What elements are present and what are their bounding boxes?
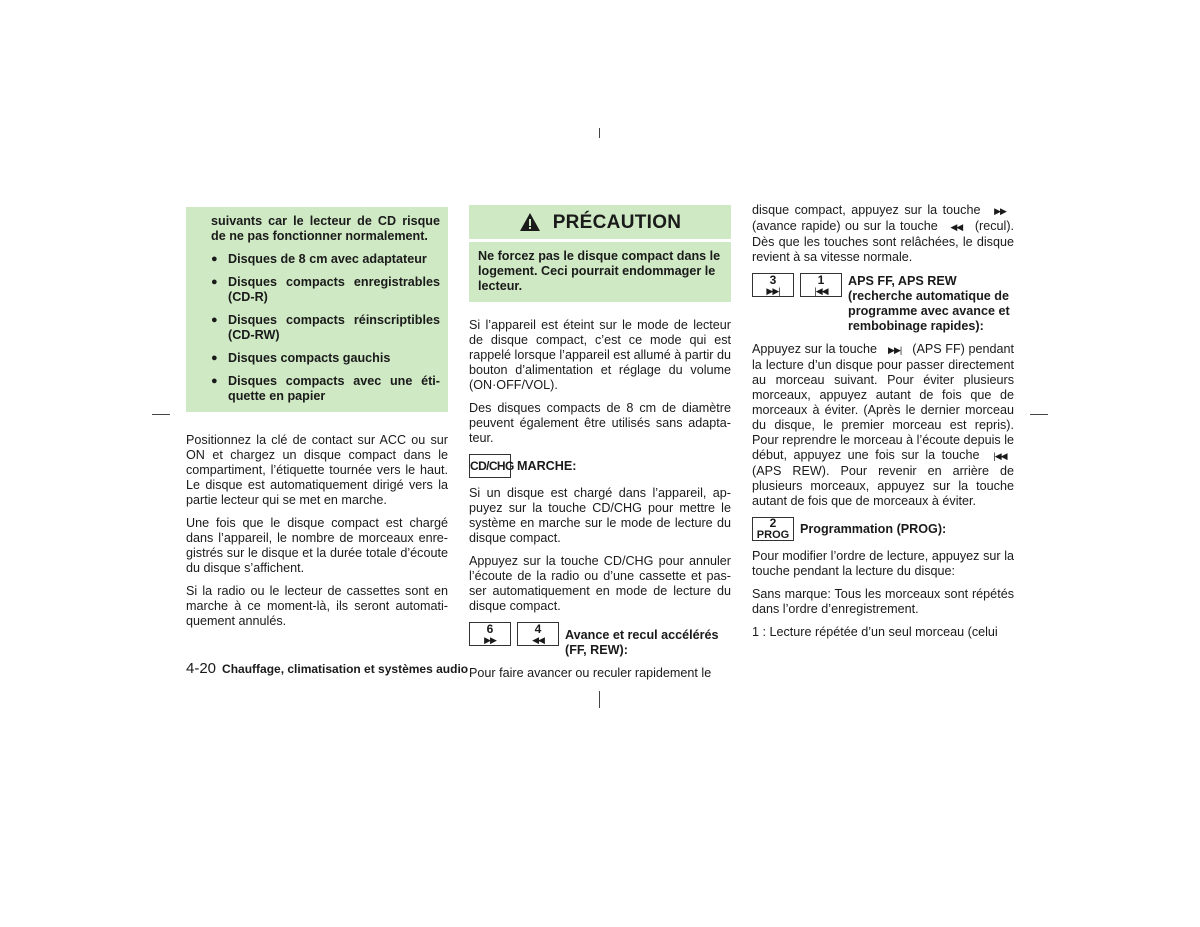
list-item: ● Disques de 8 cm avec adaptateur (211, 252, 427, 266)
paragraph: Appuyez sur la touche CD/CHG pour annuler l’écoute de la radio ou d’une cassette et passer automatiquement en mode de lecture du disque compact. (469, 554, 731, 613)
crop-mark-top (599, 128, 600, 138)
aps-rew-key-icon: 1 |◀◀ (800, 273, 842, 297)
paragraph: Positionnez la clé de contact sur ACC ou sur ON et chargez un disque compact dans le compartiment, l’étiquette tournée vers le haut. Le disque est automatiquement dirigé vers la partie lecteur qui se met en marche. (186, 433, 448, 507)
right-column (752, 203, 1014, 648)
list-item: ● Disques compacts enregistrables (CD-R) (211, 275, 440, 304)
next-track-icon: ▶▶| (888, 345, 902, 355)
marche-label: MARCHE: (517, 459, 577, 473)
rewind-icon: ◀◀ (950, 222, 963, 232)
caution-header (469, 205, 731, 239)
bullet-icon: ● (211, 314, 218, 326)
bullet-icon: ● (211, 375, 218, 387)
incompatible-discs-box (186, 207, 448, 412)
fast-forward-icon: ▶▶ (994, 206, 1006, 216)
page-number: 4-20 (186, 660, 217, 677)
box-lead-text: suivants car le lecteur de CD risque de ne pas fonctionner normalement. (211, 214, 440, 243)
caution-title: PRÉCAUTION (552, 211, 682, 233)
list-item: ● Disques compacts réinscriptibles (CD-RW) (211, 313, 440, 342)
cd-chg-heading (469, 454, 731, 478)
prog-heading (752, 517, 1014, 541)
rewind-key-icon: 4 ◀◀ (517, 622, 559, 646)
bullet-icon: ● (211, 253, 218, 265)
left-column (186, 207, 448, 637)
crop-mark-right (1030, 414, 1048, 415)
fast-forward-key-icon: 6 ▶▶ (469, 622, 511, 646)
paragraph: Appuyez sur la touche ▶▶| (APS FF) pendant la lecture d’un disque pour passer directement au morceau suivant. Pour éviter plusieurs morceaux, appuyez autant de fois que de morceaux à éviter. (Après le dernier morceau du disque, le premier morceau est repris). Pour reprendre le morceau à l’écoute depuis le début, appuyez une fois sur la touche |◀◀ (APS REW). Pour revenir en arrière de plusieurs morceaux, appuyez sur la touche autant de fois que de morceaux à éviter. (752, 342, 1014, 508)
paragraph: Une fois que le disque compact est chargé dans l’appareil, le nombre de morceaux enregistrés sur le disque et la durée totale d’écoute du disque s’affichent. (186, 516, 448, 575)
section-title: Chauffage, climatisation et systèmes audio (222, 662, 469, 676)
paragraph: Si un disque est chargé dans l’appareil, appuyez sur la touche CD/CHG pour mettre le système en marche sur le mode de lecture du disque compact. (469, 486, 731, 545)
middle-column (469, 205, 731, 689)
ff-rew-heading (469, 622, 731, 658)
bullet-icon: ● (211, 352, 218, 364)
aps-heading (752, 273, 1014, 334)
paragraph: Pour modifier l’ordre de lecture, appuyez sur la touche pendant la lecture du disque: (752, 549, 1014, 578)
previous-track-icon: |◀◀ (993, 451, 1007, 461)
prog-label: Programmation (PROG): (800, 522, 947, 536)
paragraph: Si l’appareil est éteint sur le mode de lecteur de disque compact, c’est ce mode qui est rappelé lorsque l’appareil est allumé à partir du bouton d’alimentation et réglage du volume (ON·OFF/VOL). (469, 318, 731, 392)
paragraph: Des disques compacts de 8 cm de diamètre peuvent également être utilisés sans adaptateur. (469, 401, 731, 445)
aps-label: APS FF, APS REW (recherche automatique de programme avec avance et rembobinage rapides): (848, 274, 1010, 333)
ff-rew-label: Avance et recul accélérés (FF, REW): (565, 628, 719, 657)
paragraph: 1 : Lecture répétée d’un seul morceau (celui (752, 625, 998, 639)
aps-ff-key-icon: 3 ▶▶| (752, 273, 794, 297)
paragraph: disque compact, appuyez sur la touche ▶▶ (avance rapide) ou sur la touche ◀◀ (recul). Dès que les touches sont relâchées, le disque revient à sa vitesse normale. (752, 203, 1015, 264)
caution-text: Ne forcez pas le disque compact dans le logement. Ceci pourrait endommager le lecteur. (469, 242, 731, 302)
warning-icon (519, 212, 541, 232)
crop-mark-bottom (599, 691, 600, 708)
paragraph: Si la radio ou le lecteur de cassettes sont en marche à ce moment-là, ils seront automatiquement annulés. (186, 584, 448, 628)
page-footer (186, 661, 468, 677)
crop-mark-left (152, 414, 170, 415)
list-item: ● Disques compacts gauchis (211, 351, 391, 365)
cd-chg-key-icon: CD/CHG (469, 454, 511, 478)
prog-key-icon: 2 PROG (752, 517, 794, 541)
list-item: ● Disques compacts avec une étiquette en papier (211, 374, 440, 403)
bullet-icon: ● (211, 276, 218, 288)
paragraph: Sans marque: Tous les morceaux sont répétés dans l’ordre d’enregistrement. (752, 587, 1014, 616)
paragraph: Pour faire avancer ou reculer rapidement le (469, 666, 712, 680)
